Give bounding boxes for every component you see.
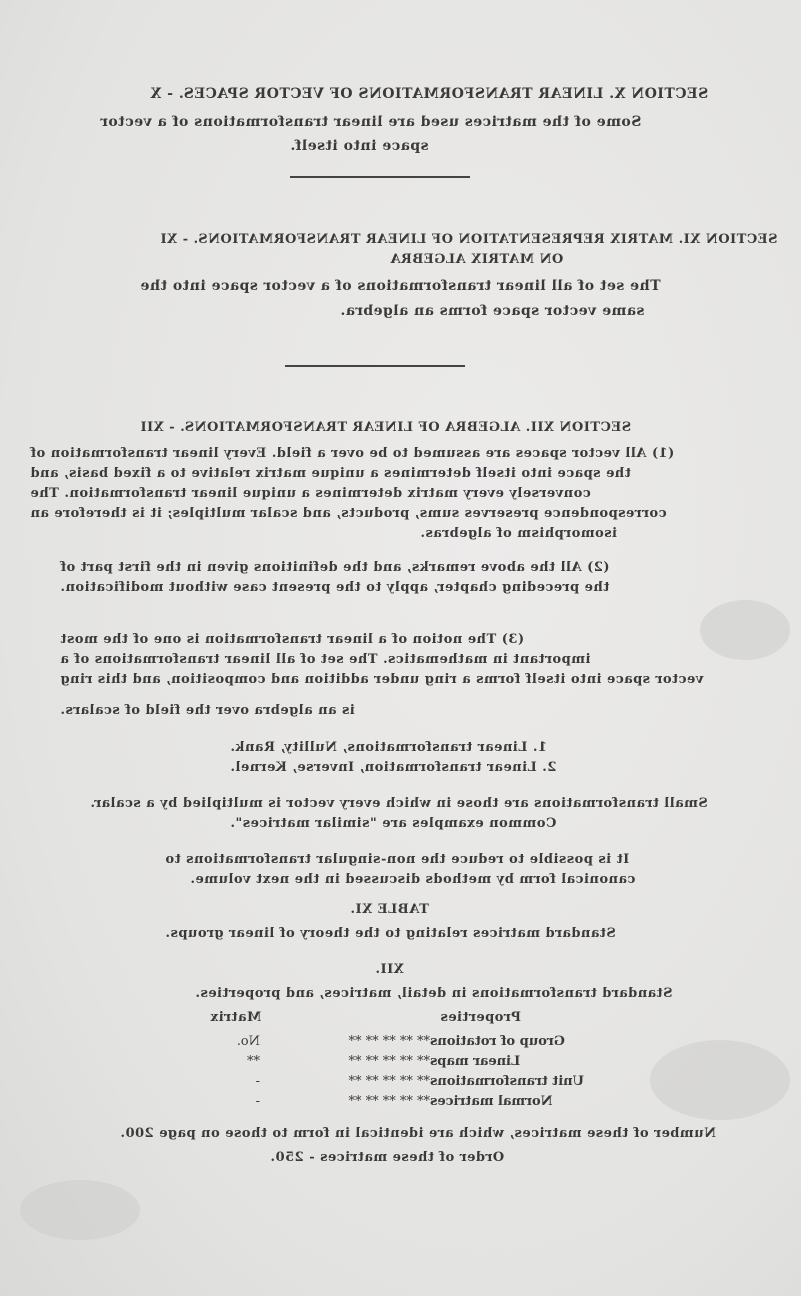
- para3-line: important in mathematics. The set of all linear transformations of a: [60, 652, 591, 667]
- para1-line: conversely every matrix determines a unique linear transformation. The: [30, 486, 591, 501]
- para5-line: canonical form by methods discussed in the next volume.: [190, 872, 636, 887]
- section1-divider: [290, 176, 470, 178]
- para1-line: the space into itself determines a unique matrix relative to a fixed basis, and: [30, 466, 631, 481]
- list-item: 1. Linear transformations, Nullity, Rank.: [230, 740, 547, 755]
- para1-line: correspondence preserves sums, products, and scalar multiples; it is therefore an: [30, 506, 667, 521]
- table-row: - ** ** ** ** **Unit transformations: [255, 1074, 584, 1089]
- section1-line1: Some of the matrices used are linear transformations of a vector: [100, 114, 642, 130]
- after-ref-line2: Standard transformations in detail, matrices, and properties.: [195, 986, 673, 1001]
- para4-line: Common examples are "similar matrices".: [230, 816, 557, 831]
- table-header: Matrix: [210, 1010, 262, 1025]
- paper-stain: [700, 600, 790, 660]
- para3-line: (3) The notion of a linear transformation is one of the most: [60, 632, 525, 647]
- para1-line: isomorphism of algebras.: [420, 526, 618, 541]
- para2-line: the preceding chapter, apply to the present case without modification.: [60, 580, 610, 595]
- table-row: - ** ** ** ** **Normal matrices: [255, 1094, 553, 1109]
- paper-stain: [20, 1180, 140, 1240]
- section1-line2: space into itself.: [290, 138, 429, 154]
- sub-ref: XII.: [375, 962, 404, 977]
- section2-subheading: ON MATRIX ALGEBRA: [390, 252, 564, 267]
- closing-line: Number of these matrices, which are identical in form to those on page 200.: [120, 1126, 716, 1141]
- section2-divider: [285, 365, 465, 367]
- para3-line: is an algebra over the field of scalars.: [60, 703, 355, 718]
- para5-line: It is possible to reduce the non-singular transformations to: [165, 852, 630, 867]
- section3-heading: SECTION XII. ALGEBRA OF LINEAR TRANSFORMATIONS. - XII: [140, 420, 632, 435]
- paper-stain: [650, 1040, 790, 1120]
- para3-line: vector space into itself forms a ring under addition and composition, and this ring: [60, 672, 704, 687]
- closing-line: Order of these matrices - 250.: [270, 1150, 505, 1165]
- section1-heading: SECTION X. LINEAR TRANSFORMATIONS OF VECTOR SPACES. - X: [150, 86, 709, 102]
- table-row: ** ** ** ** ** **Linear maps: [247, 1054, 521, 1069]
- section2-heading: SECTION XI. MATRIX REPRESENTATION OF LINEAR TRANSFORMATIONS. - XI: [160, 232, 778, 247]
- para2-line: (2) All the above remarks, and the definitions given in the first part of: [60, 560, 610, 575]
- para4-line: Small transformations are those in which every vector is multiplied by a scalar.: [90, 796, 708, 811]
- list-item: 2. Linear transformation, Inverse, Kernel.: [230, 760, 557, 775]
- after-ref-line: Standard matrices relating to the theory of linear groups.: [165, 926, 616, 941]
- table-ref: TABLE XI.: [350, 902, 429, 917]
- section2-line1: The set of all linear transformations of a vector space into the: [140, 278, 661, 294]
- para1-line: (1) All vector spaces are assumed to be over a field. Every linear transformation of: [30, 446, 675, 461]
- table-header: Properties: [440, 1010, 522, 1025]
- section2-line2: same vector space forms an algebra.: [340, 303, 645, 319]
- table-row: No. ** ** ** ** **Group of rotations: [236, 1034, 565, 1049]
